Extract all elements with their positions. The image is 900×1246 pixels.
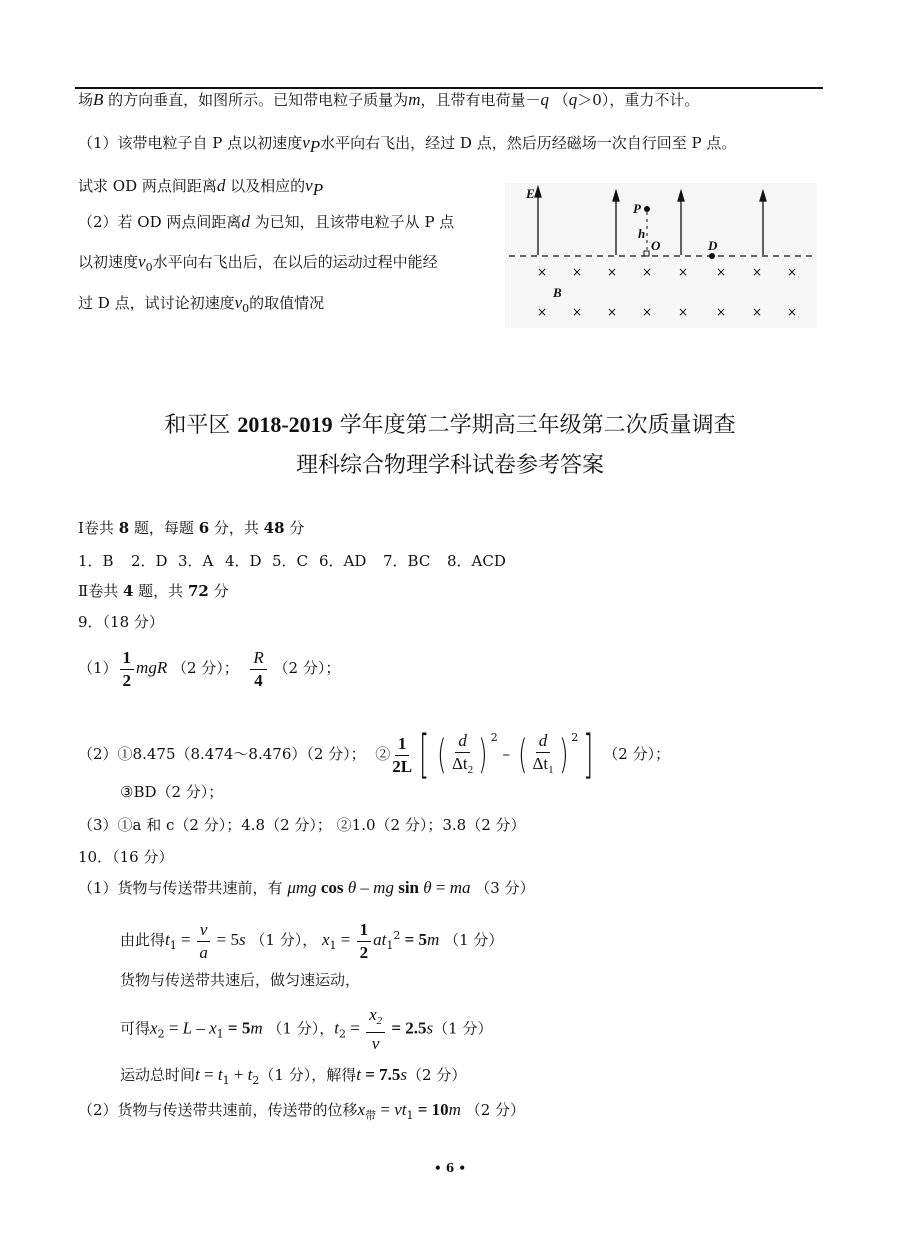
label-B: B: [553, 285, 562, 300]
label-D: D: [708, 238, 718, 253]
choice-answers: [78, 551, 506, 571]
page-title: 和平区 2018-2019 学年度第二学期高三年级第二次质量调查: [164, 412, 736, 438]
answer-item: 7．BC: [383, 552, 431, 570]
magnetic-field-cross: ×: [752, 305, 763, 319]
question-part-2: （2）若 OD 两点间距离d 为已知，且该带电粒子从 P 点: [78, 212, 455, 231]
q10-heading: 10．（16 分）: [78, 848, 174, 866]
q10-line-6: （2）货物与传送带共速前，传送带的位移$x_带 = vt_1 = 10m$ （2 分）: [78, 1100, 526, 1122]
q10-line-1: （1）货物与传送带共速前，有 μmg cos θ – mg sin θ = ma （3 分）: [78, 878, 535, 897]
page-number: • 6 •: [433, 1161, 467, 1175]
q10-line-2: 由此得$t_1$ = $\frac{v}{a}$ = 5s （1 分）， $x_1$ = $\frac{1}{2}$ $at_1^2 = 5m$ （1 分）: [120, 919, 504, 962]
answer-item: 4．D: [225, 552, 262, 570]
magnetic-field-cross: ×: [752, 265, 763, 279]
q9-part-2-3: ③BD（2 分）；: [120, 783, 224, 801]
magnetic-field-cross: ×: [537, 265, 548, 279]
magnetic-field-cross: ×: [642, 265, 653, 279]
magnetic-field-cross: ×: [607, 305, 618, 319]
magnetic-field-cross: ×: [716, 265, 727, 279]
field-diagram: [505, 183, 817, 328]
answer-item: 2．D: [131, 552, 168, 570]
magnetic-field-cross: ×: [607, 265, 618, 279]
q10-line-4: 可得$x_2 = L - x_1 = 5m$ （1 分），$t_2$ = $\frac{x_2}{v}$ = 2.5s（1 分）: [120, 1005, 493, 1053]
answer-item: 1．B: [78, 552, 114, 570]
q9-heading: 9．（18 分）: [78, 613, 164, 631]
page-subtitle: 理科综合物理学科试卷参考答案: [295, 453, 604, 478]
magnetic-field-cross: ×: [572, 265, 583, 279]
magnetic-field-cross: ×: [678, 305, 689, 319]
question-line-1: 场B 的方向垂直，如图所示。已知带电粒子质量为m，且带有电荷量－q （q＞0），重力不计。: [78, 90, 700, 109]
answer-item: 6．AD: [319, 552, 367, 570]
question-part-2-cont: 以初速度$v_0$水平向右飞出后，在以后的运动过程中能经: [78, 252, 438, 274]
q9-part-2: （2）①8.475（8.474～8.476）（2 分）； ② $\frac{1}{2L}$ [ ( $\frac{d}{\Delta t_2}$ ) $^2$ – ( $\frac{d}{\Delta t_1}$ ) $^2$] （2 分）；: [78, 725, 671, 785]
magnetic-field-cross: ×: [678, 265, 689, 279]
label-E: E: [526, 186, 535, 201]
question-part-1-cont: 试求 OD 两点间距离d 以及相应的$v_P$: [78, 176, 324, 199]
magnetic-field-cross: ×: [716, 305, 727, 319]
section-1-heading: Ⅰ卷共 8 题，每题 6 分，共 48 分: [78, 519, 305, 537]
section-2-heading: Ⅱ卷共 4 题，共 72 分: [78, 582, 229, 600]
magnetic-field-cross: ×: [572, 305, 583, 319]
label-O: O: [651, 238, 661, 253]
magnetic-field-cross: ×: [537, 305, 548, 319]
q10-line-3: 货物与传送带共速后，做匀速运动，: [120, 971, 361, 989]
answer-item: 3．A: [178, 552, 214, 570]
q9-part-1: （1） $\frac{1}{2}$ mgR （2 分）； $\frac{R}{4}$ （2 分）；: [78, 647, 341, 690]
top-rule: [75, 87, 823, 89]
question-part-1: （1）该带电粒子自 P 点以初速度$v_P$水平向右飞出，经过 D 点，然后历经磁场一次自行回至 P 点。: [78, 133, 737, 156]
q9-part-3: （3）①a 和 c（2 分）；4.8（2 分）； ②1.0（2 分）；3.8（2 分）: [78, 816, 526, 834]
question-part-2-end: 过 D 点，试讨论初速度$v_0$的取值情况: [78, 293, 325, 315]
magnetic-field-cross: ×: [787, 305, 798, 319]
answer-item: 8．ACD: [447, 552, 506, 570]
label-h: h: [638, 226, 646, 241]
q10-line-5: 运动总时间$t = t_1 + t_2(1$ 分），解得t = 7.5s（2 分）: [120, 1065, 467, 1087]
label-P: P: [633, 201, 641, 216]
magnetic-field-cross: ×: [642, 305, 653, 319]
magnetic-field-cross: ×: [787, 265, 798, 279]
answer-item: 5．C: [272, 552, 309, 570]
